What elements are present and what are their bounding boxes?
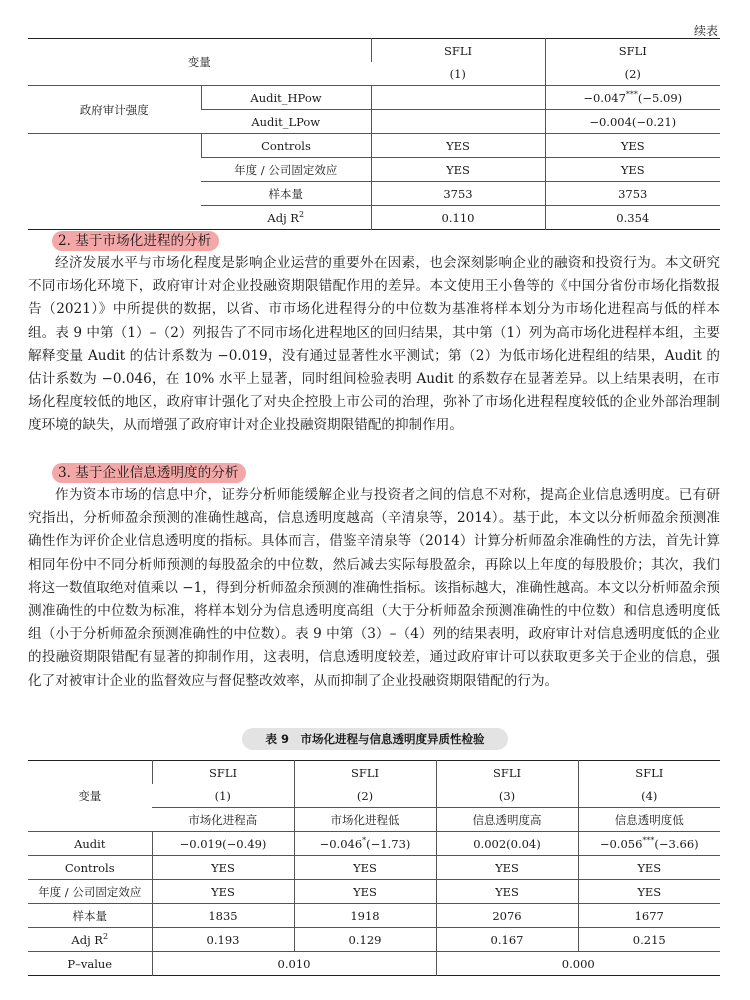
t9-n-label: 样本量 [28,904,152,928]
t9-pvalue-34: 0.000 [436,952,720,976]
table9-title: 表 9 市场化进程与信息透明度异质性检验 [242,728,508,750]
row-adjr2-c1: 0.110 [371,206,545,230]
t9-audit-c4: −0.056***(−3.66) [578,832,720,856]
t9-controls-c4: YES [578,856,720,880]
t9-fe-label: 年度 / 公司固定效应 [28,880,152,904]
continued-regression-table [28,38,720,230]
t9-controls-c1: YES [152,856,294,880]
row-n-label: 样本量 [201,182,371,206]
t9-controls-c2: YES [294,856,436,880]
t9-header-variable: 变量 [28,761,152,832]
t9-col3-group: 信息透明度高 [436,808,578,832]
t9-col2-group: 市场化进程低 [294,808,436,832]
row-controls-label: Controls [201,134,371,158]
t9-adjr2-c1: 0.193 [152,928,294,952]
t9-n-c3: 2076 [436,904,578,928]
col2-name: SFLI [545,39,720,63]
continued-label: 续表 [693,24,718,38]
t9-col3-num: (3) [436,784,578,808]
t9-audit-c3: 0.002(0.04) [436,832,578,856]
t9-col1-group: 市场化进程高 [152,808,294,832]
t9-pvalue-12: 0.010 [152,952,436,976]
t9-n-c4: 1677 [578,904,720,928]
row-controls-c1: YES [371,134,545,158]
t9-audit-c2: −0.046*(−1.73) [294,832,436,856]
row-adjr2-c2: 0.354 [545,206,720,230]
row-hpow-c2: −0.047***(−5.09) [545,86,720,110]
t9-fe-c1: YES [152,880,294,904]
t9-controls-c3: YES [436,856,578,880]
section2-paragraph: 经济发展水平与市场化程度是影响企业运营的重要外在因素，也会深刻影响企业的融资和投资行为。本文研究不同市场化环境下，政府审计对企业投融资期限错配作用的差异。本文使用王小鲁等的《中国分省份市场化指数报告（2021）》中所提供的数据，以省、市市场化进程得分的中位数为基准将样本划分为市场化进程高与低的样本组。表 9 中第（1）–（2）列报告了不同市场化进程地区的回归结果，其中第（1）列为高市场化进程样本组，主要解释变量 Audit 的估计系数为 −0.019，没有通过显著性水平测试；第（2）为低市场化进程组的结果，Audit 的估计系数为 −0.046，在 10% 水平上显著，同时组间检验表明 Audit 的系数存在显著差异。以上结果表明，在市场化程度较低的地区，政府审计强化了对央企控股上市公司的治理，弥补了市场化进程程度较低的企业外部治理制度环境的缺失，从而增强了政府审计对企业投融资期限错配的抑制作用。 [28,255,720,434]
t9-col1-num: (1) [152,784,294,808]
blank-cell [28,134,201,230]
t9-adjr2-c4: 0.215 [578,928,720,952]
table9 [28,760,720,976]
t9-audit-c1: −0.019(−0.49) [152,832,294,856]
t9-pvalue-label: P–value [67,956,113,971]
row-n-c2: 3753 [545,182,720,206]
row-hpow-label: Audit_HPow [201,86,371,110]
t9-col2-num: (2) [294,784,436,808]
t9-fe-c2: YES [294,880,436,904]
col1-name: SFLI [371,39,545,63]
row-hpow-c1 [371,86,545,110]
row-lpow-c2: −0.004(−0.21) [545,110,720,134]
t9-col4-name: SFLI [578,761,720,785]
row-fe-label: 年度 / 公司固定效应 [201,158,371,182]
t9-col2-name: SFLI [294,761,436,785]
t9-col4-num: (4) [578,784,720,808]
section3-heading: 3. 基于企业信息透明度的分析 [52,463,246,483]
group-label: 政府审计强度 [28,86,201,134]
t9-n-c1: 1835 [152,904,294,928]
row-controls-c2: YES [545,134,720,158]
col2-num: (2) [545,62,720,86]
t9-adjr2-c2: 0.129 [294,928,436,952]
header-variable: 变量 [28,39,371,86]
row-lpow-label: Audit_LPow [201,110,371,134]
section-market-analysis [28,230,720,438]
t9-audit-label: Audit [28,832,152,856]
t9-fe-c3: YES [436,880,578,904]
t9-col1-name: SFLI [152,761,294,785]
t9-controls-label: Controls [28,856,152,880]
t9-fe-c4: YES [578,880,720,904]
section3-paragraph: 作为资本市场的信息中介，证券分析师能缓解企业与投资者之间的信息不对称，提高企业信息透明度。已有研究指出，分析师盈余预测的准确性越高，信息透明度越高（辛清泉等，2014）。基于此，本文以分析师盈余预测准确性作为评价企业信息透明度的指标。具体而言，借鉴辛清泉等（2014）计算分析师盈余准确性的方法，首先计算相同年份中不同分析师预测的每股盈余的中位数，然后减去实际每股盈余，再除以上年度的每股股价；其次，我们将这一数值取绝对值乘以 −1，得到分析师盈余预测的准确性指标。该指标越大，准确性越高。本文以分析师盈余预测准确性的中位数为标准，将样本划分为信息透明度高组（大于分析师盈余预测准确性的中位数）和信息透明度低组（小于分析师盈余预测准确性的中位数）。表 9 中第（3）–（4）列的结果表明，政府审计对信息透明度低的企业的投融资期限错配有显著的抑制作用，这表明，信息透明度较差，通过政府审计可以获取更多关于企业的信息，强化了对被审计企业的监督效应与督促整改效率，从而抑制了企业投融资期限错配的行为。 [28,487,720,689]
section-transparency-analysis [28,462,720,693]
row-adjr2-label: Adj $R^2$ [267,209,305,225]
t9-col4-group: 信息透明度低 [578,808,720,832]
t9-adjr2-label: Adj $R^2$ [28,928,152,952]
row-fe-c2: YES [545,158,720,182]
section2-heading: 2. 基于市场化进程的分析 [52,231,219,251]
t9-n-c2: 1918 [294,904,436,928]
t9-adjr2-c3: 0.167 [436,928,578,952]
row-lpow-c1 [371,110,545,134]
t9-col3-name: SFLI [436,761,578,785]
row-n-c1: 3753 [371,182,545,206]
row-fe-c1: YES [371,158,545,182]
col1-num: (1) [371,62,545,86]
